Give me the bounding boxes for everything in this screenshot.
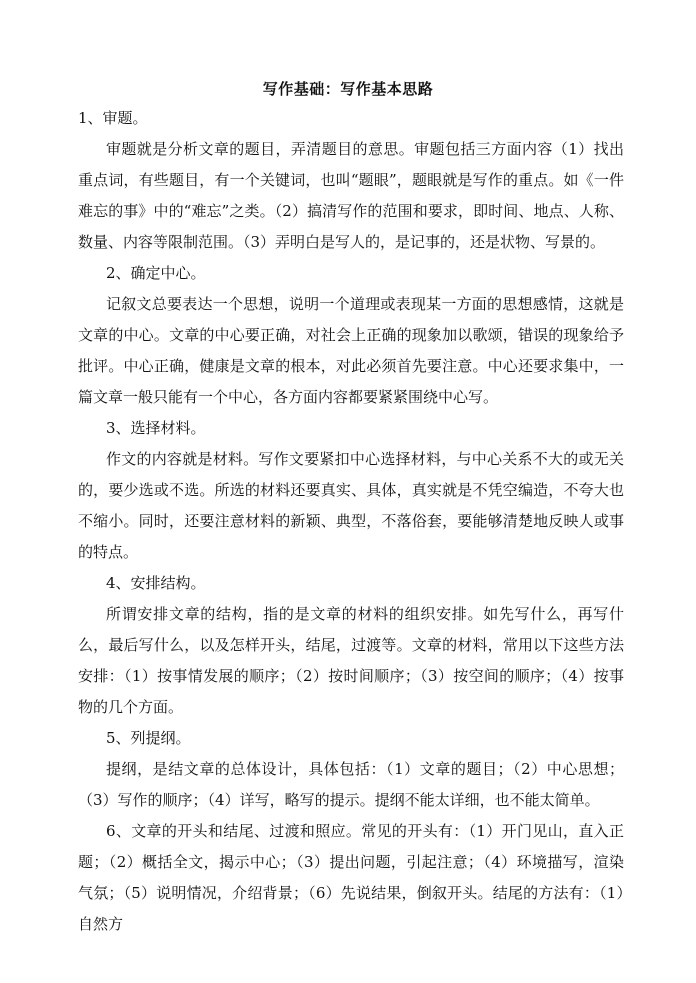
section-body-1: 审题就是分析文章的题目，弄清题目的意思。审题包括三方面内容（1）找出重点词，有些题目，有一个关键词，也叫“题眼”，题眼就是写作的重点。如《一件难忘的事》中的“难忘”之类。（2）搞清写作的范围和要求，即时间、地点、人称、数量、内容等限制范围。（3）弄明白是写人的，是记事的，还是状物、写景的。 [78,140,624,251]
section-heading-1: 1、审题。 [78,109,148,127]
section-body-6: 6、文章的开头和结尾、过渡和照应。常见的开头有：（1）开门见山，直入正题；（2）概括全文，揭示中心；（3）提出问题，引起注意；（4）环境描写，渲染气氛；（5）说明情况，介绍背景；（6）先说结果，倒叙开头。结尾的方法有：（1）自然方 [78,822,624,933]
document-title: 写作基础：写作基本思路 [262,80,434,98]
section-body-5: 提纲，是结文章的总体设计，具体包括：（1）文章的题目；（2）中心思想；（3）写作的顺序；（4）详写，略写的提示。提纲不能太详细，也不能太简单。 [78,760,624,809]
section-body-2: 记叙文总要表达一个思想，说明一个道理或表现某一方面的思想感情，这就是文章的中心。文章的中心要正确，对社会上正确的现象加以歌颂，错误的现象给予批评。中心正确，健康是文章的根本，对此必须首先要注意。中心还要求集中，一篇文章一般只能有一个中心，各方面内容都要紧紧围绕中心写。 [78,295,624,406]
document-body [78,103,624,940]
section-body-3: 作文的内容就是材料。写作文要紧扣中心选择材料，与中心关系不大的或无关的，要少选或不选。所选的材料还要真实、具体，真实就是不凭空编造，不夸大也不缩小。同时，还要注意材料的新颖、典型，不落俗套，要能够清楚地反映人或事的特点。 [78,450,624,561]
section-body-4: 所谓安排文章的结构，指的是文章的材料的组织安排。如先写什么，再写什么，最后写什么，以及怎样开头，结尾，过渡等。文章的材料，常用以下这些方法安排：（1）按事情发展的顺序；（2）按时间顺序；（3）按空间的顺序；（4）按事物的几个方面。 [78,605,624,716]
section-heading-4: 4、安排结构。 [106,574,206,592]
section-heading-2: 2、确定中心。 [106,264,206,282]
section-heading-5: 5、列提纲。 [106,729,191,747]
section-heading-3: 3、选择材料。 [106,419,206,437]
